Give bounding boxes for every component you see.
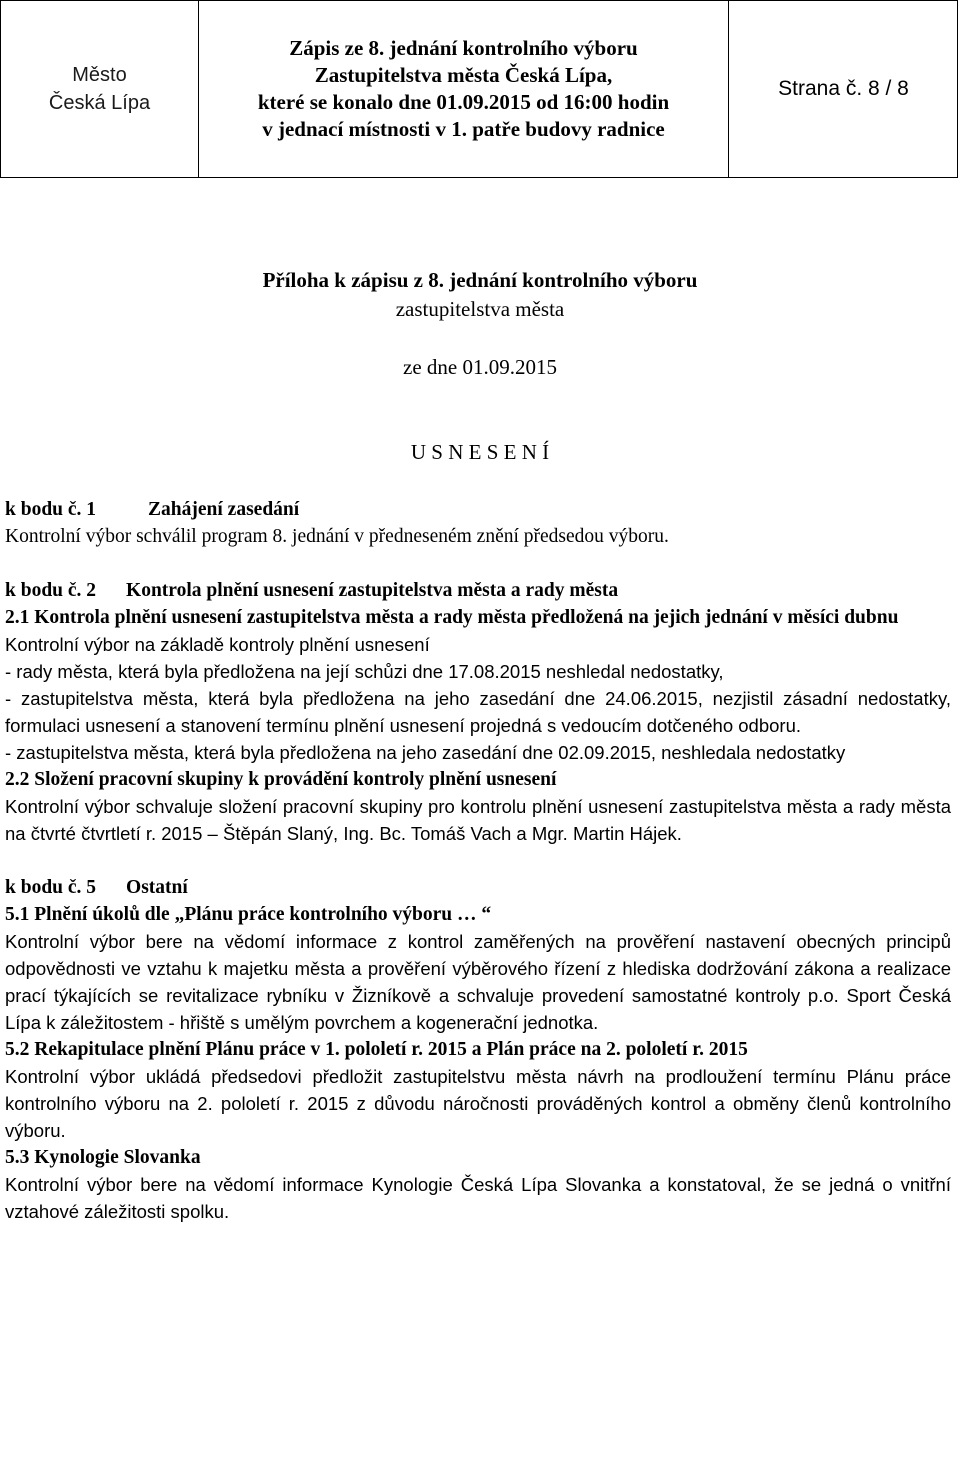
section-label: k bodu č. 5 xyxy=(5,877,97,898)
page-number: Strana č. 8 / 8 xyxy=(778,77,909,100)
resolution-heading: U S N E S E N Í xyxy=(410,440,550,464)
header-page-cell xyxy=(729,1,958,177)
subsection-2-1-intro: Kontrolní výbor na základě kontroly plnění usnesení xyxy=(5,634,430,655)
header-title-line: Zastupitelstva města Česká Lípa, xyxy=(314,63,613,87)
document-header xyxy=(0,0,958,178)
subsection-5-1-title: 5.1 Plnění úkolů dle „Plánu práce kontrolního výboru … “ xyxy=(5,904,492,925)
annex-subtitle: zastupitelstva města xyxy=(395,297,565,321)
subsection-2-1-item-1: - rady města, která byla předložena na její schůzi dne 17.08.2015 neshledal nedostatky, xyxy=(5,661,724,682)
header-title-line: Zápis ze 8. jednání kontrolního výboru xyxy=(289,36,638,60)
city-line-2: Česká Lípa xyxy=(48,92,151,114)
subsection-2-1-item-3: - zastupitelstva města, která byla předložena na jeho zasedání dne 02.09.2015, neshledala nedostatky xyxy=(5,742,846,763)
document-body xyxy=(5,496,951,1225)
subsection-5-2-text: Kontrolní výbor ukládá předsedovi předložit zastupitelstvu města návrh na prodloužení termínu Plánu práce kontrolního výboru na 2. pololetí r. 2015 z důvodu náročnosti prováděných kontrol a obměny členů kontrolního výboru. xyxy=(5,1066,951,1141)
subsection-2-1-item-2: - zastupitelstva města, která byla předložena na jeho zasedání dne 24.06.2015, nezjistil zásadní nedostatky, formulaci usnesení a stanovení termínu plnění usnesení projedná s vedoucím dotčeného odboru. xyxy=(5,688,951,736)
subsection-2-2-title: 2.2 Složení pracovní skupiny k provádění kontroly plnění usnesení xyxy=(5,769,557,790)
section-title: Zahájení zasedání xyxy=(148,499,300,520)
section-title: Ostatní xyxy=(126,877,188,898)
city-line-1: Město xyxy=(72,64,127,86)
header-title xyxy=(258,35,669,143)
header-title-line: které se konalo dne 01.09.2015 od 16:00 hodin xyxy=(257,90,670,114)
header-title-line: v jednací místnosti v 1. patře budovy radnice xyxy=(262,117,665,141)
city-name xyxy=(49,61,150,117)
section-2-heading xyxy=(5,577,951,604)
section-5-heading xyxy=(5,874,951,901)
subsection-5-3-title: 5.3 Kynologie Slovanka xyxy=(5,1147,201,1168)
header-city-cell xyxy=(1,1,199,177)
annex-title: Příloha k zápisu z 8. jednání kontrolního výboru xyxy=(262,268,698,292)
section-label: k bodu č. 2 xyxy=(5,580,97,601)
section-1-text: Kontrolní výbor schválil program 8. jednání v předneseném znění předsedou výboru. xyxy=(5,526,669,547)
subsection-5-1-text: Kontrolní výbor bere na vědomí informace z kontrol zaměřených na prověření nastavení obecných principů odpovědnosti ve vztahu k majetku města a prověření výběrového řízení z hlediska dodržování zákona a realizace prací týkajících se revitalizace rybníku v Žizníkově a schvaluje provedení samostatné kontroly p.o. Sport Česká Lípa k záležitostem - hřiště s umělým povrchem a kogenerační jednotka. xyxy=(5,931,951,1033)
subsection-5-3-text: Kontrolní výbor bere na vědomí informace Kynologie Česká Lípa Slovanka a konstatoval, že se jedná o vnitřní vztahové záležitosti spolku. xyxy=(5,1174,951,1222)
section-label: k bodu č. 1 xyxy=(5,499,97,520)
header-title-cell xyxy=(199,1,729,177)
subsection-5-2-title: 5.2 Rekapitulace plnění Plánu práce v 1. pololetí r. 2015 a Plán práce na 2. pololetí r. 2015 xyxy=(5,1039,748,1060)
section-title: Kontrola plnění usnesení zastupitelstva města a rady města xyxy=(126,580,619,601)
annex-date: ze dne 01.09.2015 xyxy=(403,355,557,379)
section-1-heading xyxy=(5,496,951,523)
subsection-2-1-title: 2.1 Kontrola plnění usnesení zastupitelstva města a rady města předložená na jejich jednání v měsíci dubnu xyxy=(5,607,899,628)
subsection-2-2-text: Kontrolní výbor schvaluje složení pracovní skupiny pro kontrolu plnění usnesení zastupitelstva města a rady města na čtvrté čtvrtletí r. 2015 – Štěpán Slaný, Ing. Bc. Tomáš Vach a Mgr. Martin Hájek. xyxy=(5,796,951,844)
